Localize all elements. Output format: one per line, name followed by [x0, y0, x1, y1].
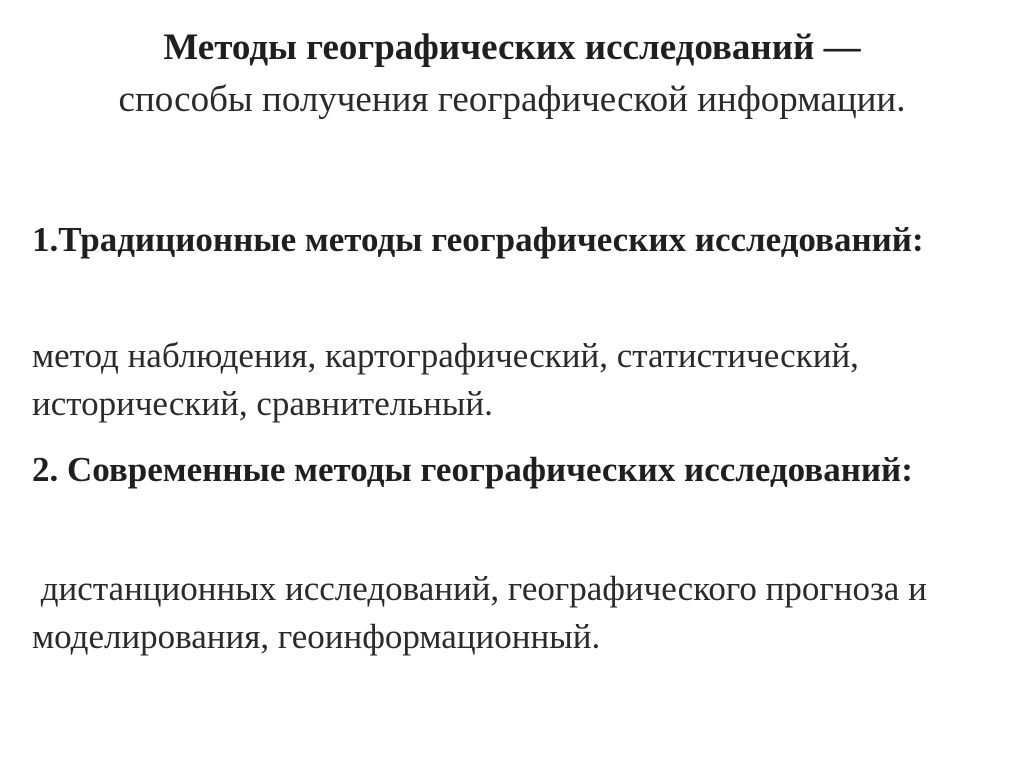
title-subtitle: способы получения географической информации.: [118, 79, 906, 120]
section-2-body: дистанционных исследований, географического прогноза и моделирования, геоинформационный.: [32, 569, 936, 656]
section-1-heading: 1.Традиционные методы географических исследований:: [32, 220, 924, 259]
section-2-heading: 2. Современные методы географических исследований:: [32, 450, 913, 489]
section-1-body: метод наблюдения, картографический, статистический, исторический, сравнительный.: [32, 336, 859, 423]
slide-title: [40, 22, 984, 126]
title-bold-line: Методы географических исследований —: [163, 27, 861, 68]
